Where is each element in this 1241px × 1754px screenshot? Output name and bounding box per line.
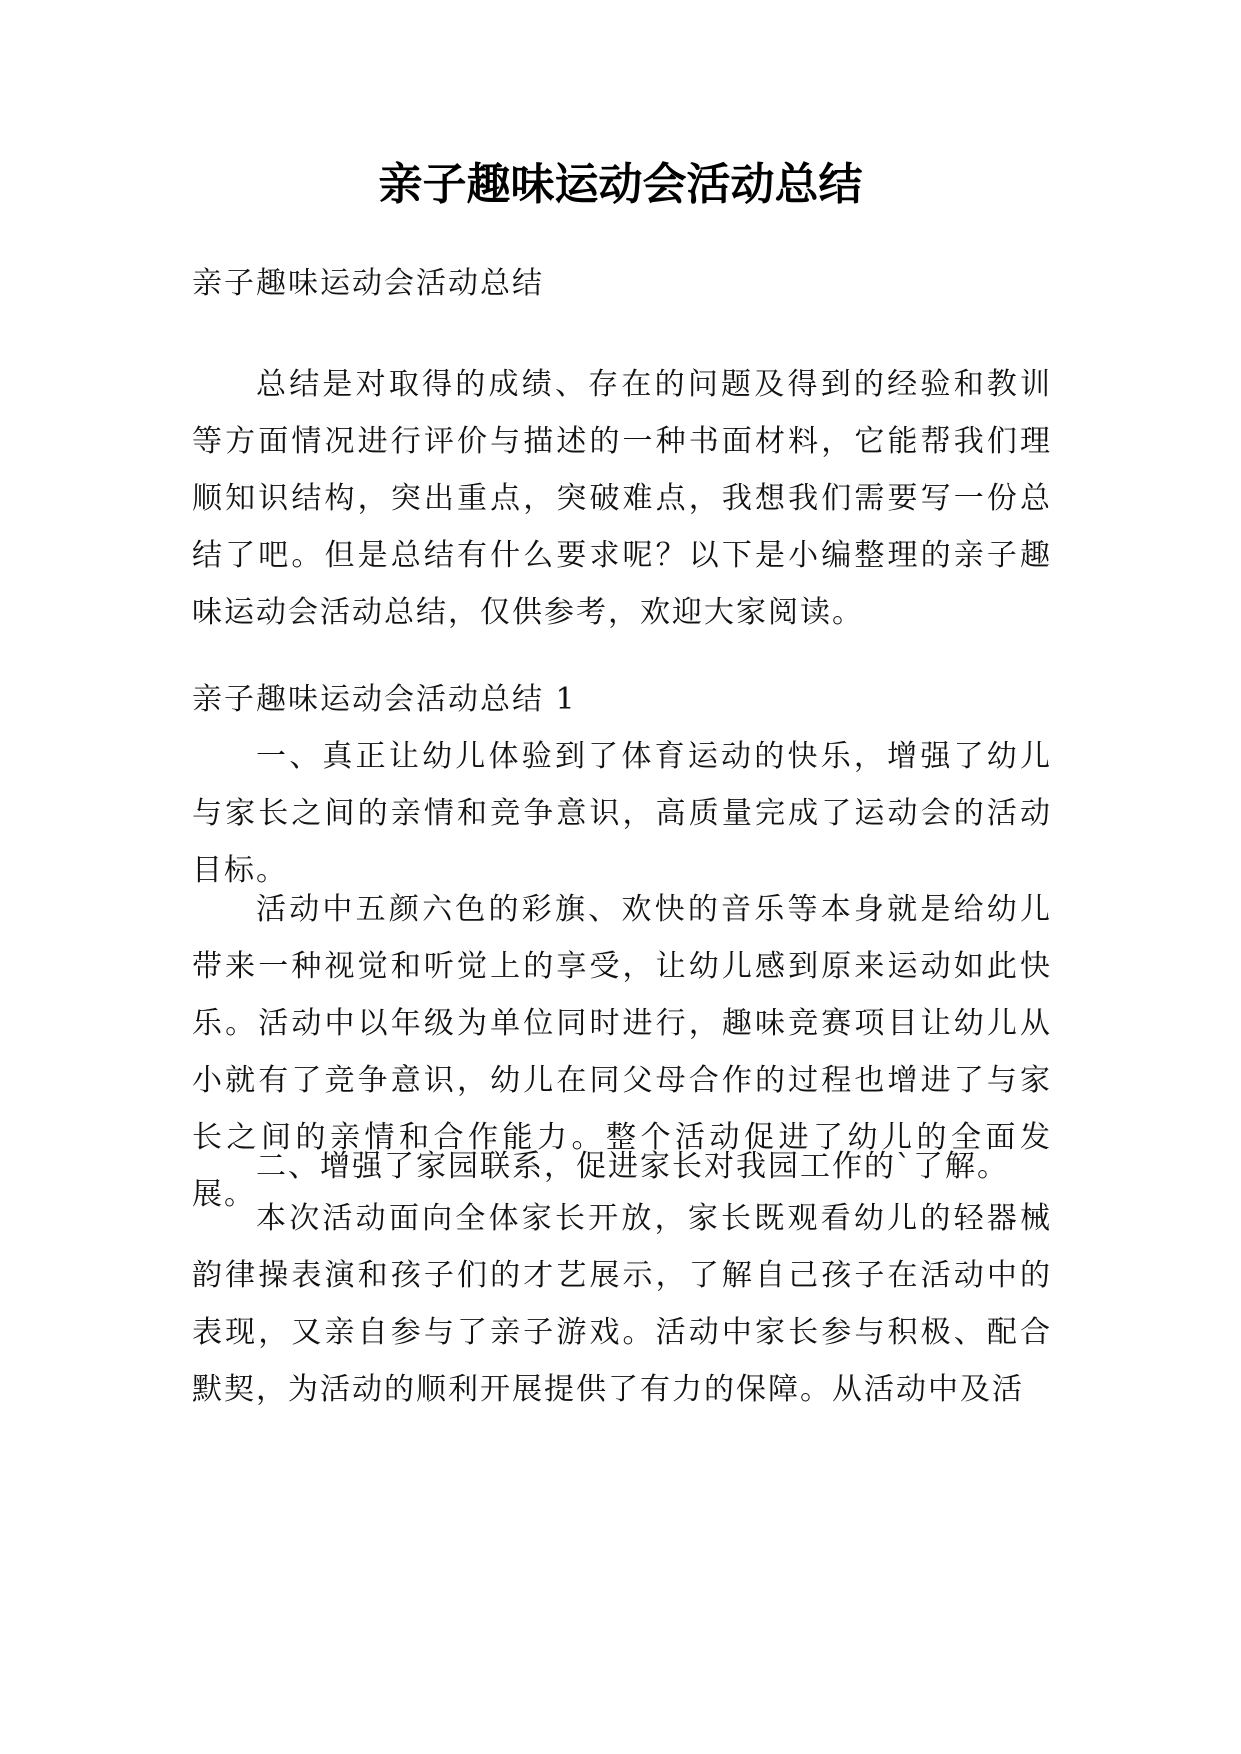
document-title: 亲子趣味运动会活动总结 <box>378 159 863 210</box>
paragraph-2: 活动中五颜六色的彩旗、欢快的音乐等本身就是给幼儿带来一种视觉和听觉上的享受，让幼儿感到原来运动如此快乐。活动中以年级为单位同时进行，趣味竞赛项目让幼儿从小就有了竞争意识，幼儿在同父母合作的过程也增进了与家长之间的亲情和合作能力。整个活动促进了幼儿的全面发展。 <box>192 892 1052 1212</box>
paragraph-4: 本次活动面向全体家长开放，家长既观看幼儿的轻器械韵律操表演和孩子们的才艺展示，了解自己孩子在活动中的表现，又亲自参与了亲子游戏。活动中家长参与积极、配合默契，为活动的顺利开展提供了有力的保障。从活动中及活 <box>192 1201 1052 1407</box>
document-subtitle: 亲子趣味运动会活动总结 <box>192 266 544 301</box>
paragraph-3: 二、增强了家园联系，促进家长对我园工作的`了解。 <box>256 1149 1009 1184</box>
section-heading: 亲子趣味运动会活动总结 1 <box>192 682 577 717</box>
paragraph-1: 一、真正让幼儿体验到了体育运动的快乐，增强了幼儿与家长之间的亲情和竞争意识，高质量完成了运动会的活动目标。 <box>192 739 1052 888</box>
intro-paragraph: 总结是对取得的成绩、存在的问题及得到的经验和教训等方面情况进行评价与描述的一种书面材料，它能帮我们理顺知识结构，突出重点，突破难点，我想我们需要写一份总结了吧。但是总结有什么要求呢？以下是小编整理的亲子趣味运动会活动总结，仅供参考，欢迎大家阅读。 <box>192 367 1052 630</box>
